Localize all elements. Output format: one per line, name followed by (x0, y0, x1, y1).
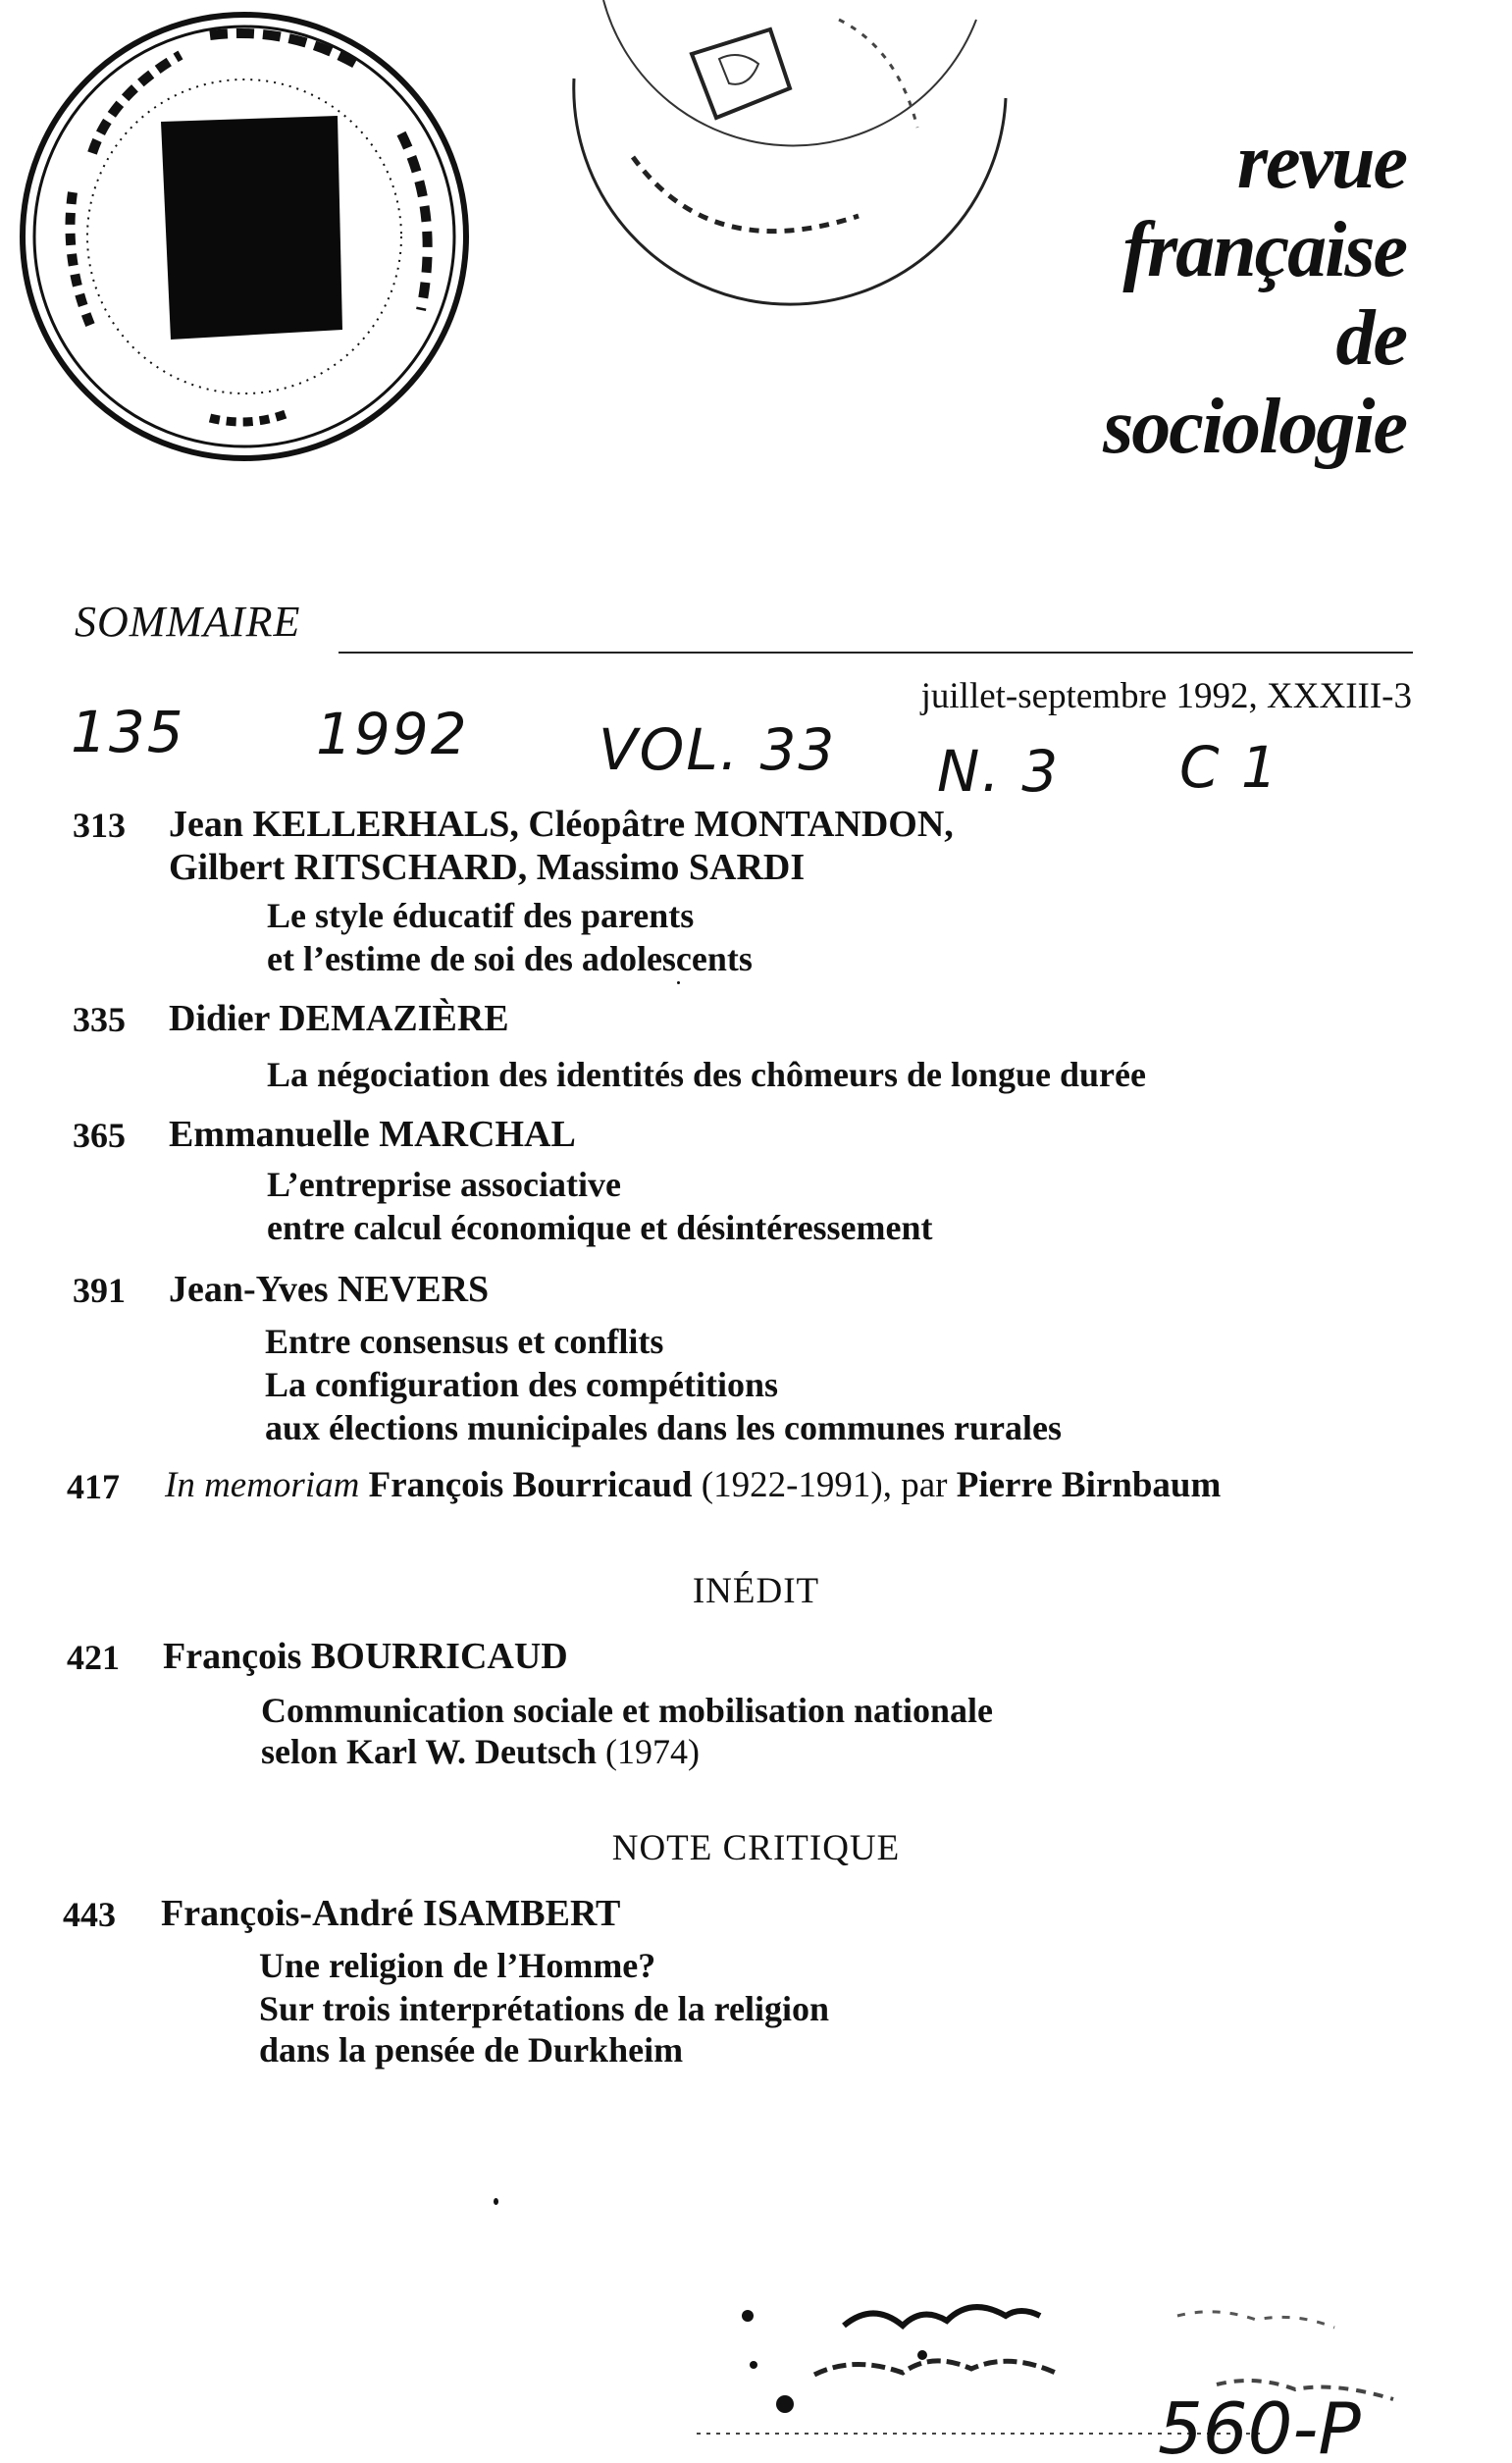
library-seal-stamp (14, 6, 475, 467)
entry-title-line: La configuration des compétitions (265, 1365, 779, 1404)
issue-date: juillet-septembre 1992, XXXIII-3 (920, 676, 1412, 716)
entry-title-line: Communication sociale et mobilisation nationale (261, 1691, 993, 1730)
section-heading-note-critique: NOTE CRITIQUE (611, 1828, 901, 1868)
entry-title-bold: selon Karl W. Deutsch (261, 1732, 598, 1771)
memoriam-author: Pierre Birnbaum (956, 1465, 1222, 1505)
scan-speck (494, 2198, 498, 2205)
entry-page-number: 443 (63, 1895, 116, 1934)
registration-stamp (667, 2257, 1511, 2463)
entry-title-line: et l’estime de soi des adolescents (267, 939, 753, 978)
entry-title-line: aux élections municipales dans les communes rurales (265, 1408, 1063, 1447)
entry-title-line: Entre consensus et conflits (265, 1322, 664, 1361)
memoriam-dates: (1922-1991), par (701, 1465, 948, 1505)
entry-page-number: 391 (73, 1271, 126, 1310)
section-heading-inedit: INÉDIT (692, 1571, 820, 1611)
entry-page-number: 417 (67, 1467, 120, 1506)
entry-title-year: (1974) (605, 1732, 701, 1771)
journal-title-line-3: de (1335, 295, 1406, 382)
entry-author: François-André ISAMBERT (161, 1893, 621, 1934)
entry-title-line: Une religion de l’Homme? (259, 1946, 656, 1985)
entry-author: Didier DEMAZIÈRE (169, 998, 509, 1039)
entry-page-number: 421 (67, 1638, 120, 1677)
entry-author: Gilbert RITSCHARD, Massimo SARDI (169, 847, 806, 888)
entry-page-number: 313 (73, 806, 126, 845)
sommaire-rule (339, 652, 1413, 654)
entry-title-line: Le style éducatif des parents (267, 896, 695, 935)
memoriam-name: François Bourricaud (368, 1465, 693, 1505)
entry-page-number: 365 (73, 1116, 126, 1155)
journal-title (1103, 118, 1406, 471)
handwritten-code: C 1 (1179, 734, 1279, 801)
journal-title-line-4: sociologie (1103, 384, 1406, 470)
memoriam-line (165, 1464, 1221, 1506)
entry-title-line: dans la pensée de Durkheim (259, 2030, 684, 2070)
institution-stamp (545, 0, 1035, 353)
journal-title-line-2: française (1122, 207, 1406, 293)
memoriam-prefix: In memoriam (165, 1465, 360, 1505)
entry-title-line: La négociation des identités des chômeurs de longue durée (267, 1055, 1146, 1094)
sommaire-heading: SOMMAIRE (75, 598, 301, 646)
entry-author: Emmanuelle MARCHAL (169, 1114, 576, 1155)
handwritten-year: 1992 (316, 701, 469, 767)
handwritten-registration: 560-P (1158, 2387, 1361, 2463)
entry-page-number: 335 (73, 1000, 126, 1039)
entry-title-line: Sur trois interprétations de la religion (259, 1989, 829, 2028)
entry-author: Jean KELLERHALS, Cléopâtre MONTANDON, (169, 804, 954, 845)
entry-author: François BOURRICAUD (163, 1636, 568, 1677)
handwritten-number: 135 (71, 699, 185, 765)
scan-speck (677, 981, 680, 984)
entry-title-line (261, 1731, 700, 1772)
entry-author: Jean-Yves NEVERS (169, 1269, 490, 1310)
handwritten-volume: VOL. 33 (599, 716, 837, 783)
handwritten-issue-number: N. 3 (937, 738, 1061, 805)
entry-title-line: entre calcul économique et désintéressement (267, 1208, 933, 1247)
entry-title-line: L’entreprise associative (267, 1165, 621, 1204)
journal-title-line-1: revue (1236, 119, 1406, 205)
